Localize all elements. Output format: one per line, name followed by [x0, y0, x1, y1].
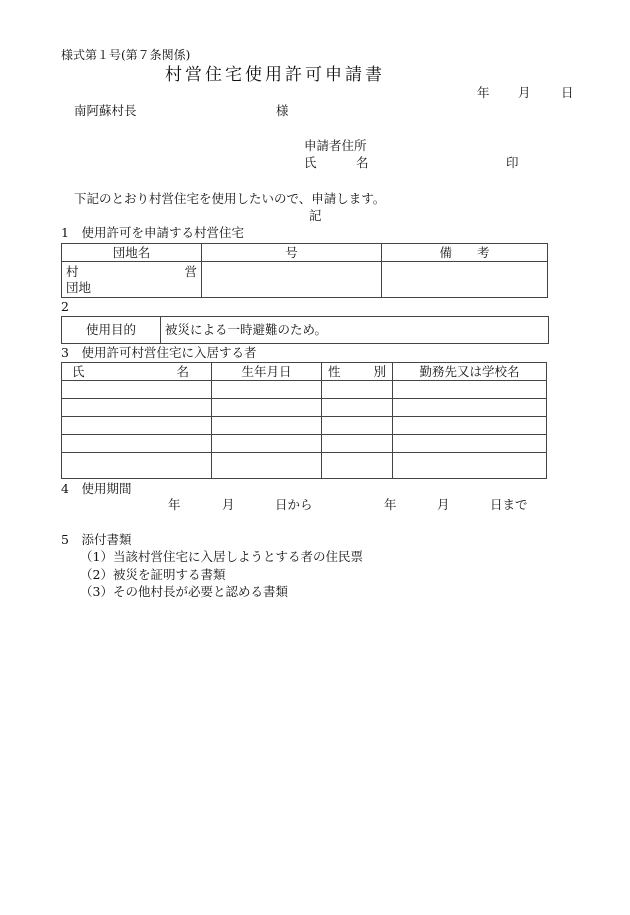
date-day: 日 — [561, 85, 574, 100]
header-name-1: 氏 — [72, 363, 85, 379]
header-birthdate: 生年月日 — [212, 363, 322, 381]
addressee-honorific: 様 — [276, 103, 289, 118]
section4-heading: 4 使用期間 — [61, 481, 132, 496]
work-cell[interactable] — [393, 453, 547, 479]
header-name — [62, 363, 212, 381]
birth-cell[interactable] — [212, 453, 322, 479]
purpose-table — [61, 316, 549, 344]
seal-mark: 印 — [506, 155, 519, 170]
birth-cell[interactable] — [212, 435, 322, 453]
section2-heading: 2 — [61, 299, 69, 314]
attachment-item-3: （3）その他村長が必要と認める書類 — [80, 584, 288, 599]
name-cell[interactable] — [62, 435, 212, 453]
birth-cell[interactable] — [212, 399, 322, 417]
purpose-value[interactable]: 被災による一時避難のため。 — [161, 317, 549, 344]
header-name-2: 名 — [176, 363, 189, 379]
purpose-label: 使用目的 — [62, 317, 161, 344]
name-cell[interactable] — [62, 453, 212, 479]
section1-heading: 1 使用許可を申請する村営住宅 — [61, 225, 244, 240]
to-month: 月 — [437, 497, 450, 512]
danchi-text-3: 団地 — [66, 279, 92, 295]
sex-cell[interactable] — [322, 381, 393, 399]
sex-cell[interactable] — [322, 417, 393, 435]
danchi-text-2: 営 — [184, 263, 197, 279]
section5-heading: 5 添付書類 — [61, 532, 132, 547]
name-cell[interactable] — [62, 417, 212, 435]
date-year: 年 — [477, 85, 490, 100]
applicant-name-label-2: 名 — [356, 155, 369, 170]
header-sex — [322, 363, 393, 381]
ki-label: 記 — [309, 208, 322, 223]
page-title: 村営住宅使用許可申請書 — [165, 65, 385, 85]
sex-cell[interactable] — [322, 435, 393, 453]
work-cell[interactable] — [393, 399, 547, 417]
header-sex-2: 別 — [373, 363, 386, 379]
to-day: 日まで — [490, 497, 528, 512]
attachment-item-2: （2）被災を証明する書類 — [80, 567, 226, 582]
housing-table — [61, 243, 548, 298]
table-row — [62, 435, 547, 453]
header-remarks: 備 考 — [382, 244, 548, 262]
header-sex-1: 性 — [328, 363, 341, 379]
attachment-item-1: （1）当該村営住宅に入居しようとする者の住民票 — [80, 549, 363, 564]
birth-cell[interactable] — [212, 417, 322, 435]
work-cell[interactable] — [393, 417, 547, 435]
danchi-text-1: 村 — [66, 263, 79, 279]
residents-table — [61, 362, 547, 479]
applicant-name-label-1: 氏 — [304, 155, 317, 170]
table-row — [62, 417, 547, 435]
section3-heading: 3 使用許可村営住宅に入居する者 — [61, 345, 257, 360]
from-day: 日から — [275, 497, 313, 512]
header-number: 号 — [202, 244, 382, 262]
addressee-name: 南阿蘇村長 — [74, 103, 137, 118]
statement: 下記のとおり村営住宅を使用したいので、申請します。 — [74, 191, 386, 206]
work-cell[interactable] — [393, 381, 547, 399]
form-number: 様式第１号(第７条関係) — [61, 48, 191, 62]
header-danchi: 団地名 — [62, 244, 202, 262]
name-cell[interactable] — [62, 399, 212, 417]
sex-cell[interactable] — [322, 453, 393, 479]
birth-cell[interactable] — [212, 381, 322, 399]
to-year: 年 — [384, 497, 397, 512]
table-row — [62, 399, 547, 417]
date-month: 月 — [518, 85, 531, 100]
applicant-address-label: 申請者住所 — [304, 138, 367, 153]
remarks-cell[interactable] — [382, 262, 548, 298]
sex-cell[interactable] — [322, 399, 393, 417]
number-cell[interactable] — [202, 262, 382, 298]
work-cell[interactable] — [393, 435, 547, 453]
from-month: 月 — [222, 497, 235, 512]
danchi-cell[interactable] — [62, 262, 202, 298]
from-year: 年 — [168, 497, 181, 512]
header-workplace: 勤務先又は学校名 — [393, 363, 547, 381]
table-row — [62, 453, 547, 479]
table-row — [62, 381, 547, 399]
name-cell[interactable] — [62, 381, 212, 399]
